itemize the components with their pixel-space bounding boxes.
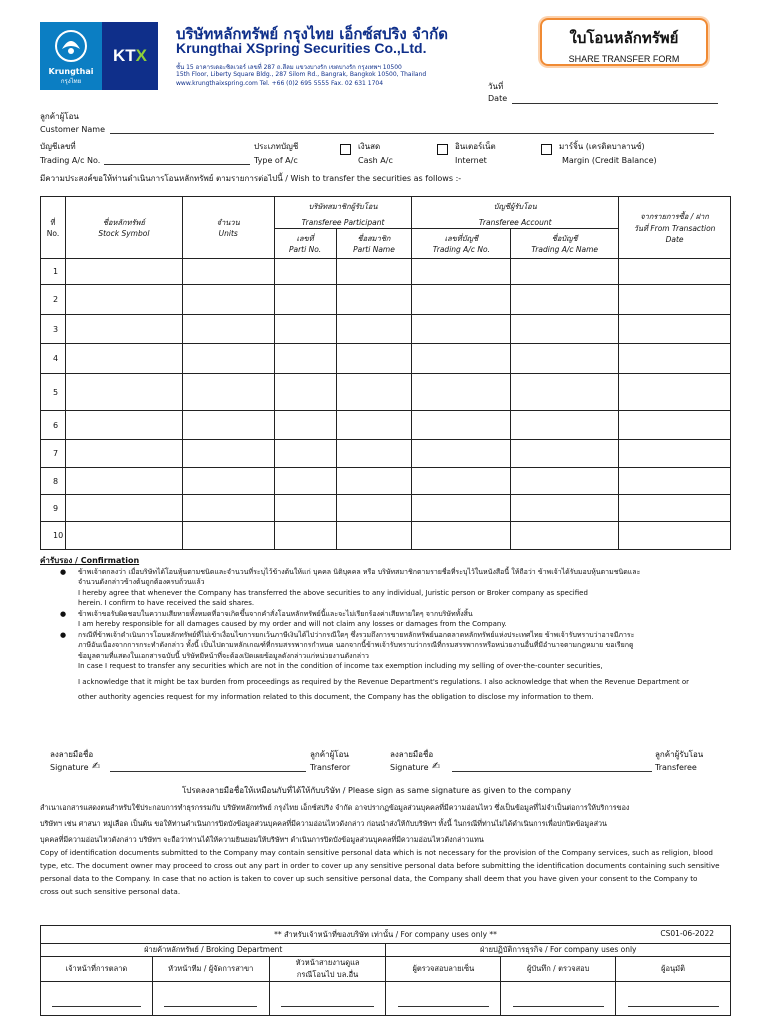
table-cell[interactable] — [65, 468, 182, 495]
table-cell[interactable] — [182, 285, 274, 315]
table-cell[interactable] — [336, 285, 412, 315]
header-parti-no-en: Parti No. — [288, 245, 322, 254]
ktx-k: KT — [112, 46, 136, 65]
table-cell[interactable] — [511, 495, 619, 522]
wish-statement: มีความประสงค์ขอให้ท่านดำเนินการโอนหลักทรัพย์ ตามรายการต่อไปนี้ / Wish to transfer the securities as follows :- — [40, 174, 462, 183]
header-units-th: จำนวน — [216, 218, 240, 227]
header-account-en-cell — [412, 217, 619, 229]
table-row — [41, 285, 731, 315]
header-symbol — [65, 197, 182, 259]
form-title-en: SHARE TRANSFER FORM — [568, 54, 680, 64]
row-number: 6 — [41, 411, 66, 440]
confirmation-3-en-c: other authority agencies request for my information related to this document, the Company has the obligation to disclose my information to them. — [78, 693, 594, 701]
sign-box-checker[interactable] — [386, 982, 501, 1016]
table-body — [41, 259, 731, 550]
table-cell[interactable] — [511, 259, 619, 285]
table-cell[interactable] — [274, 259, 336, 285]
col-head-a: หัวหน้าสายงานดูแล — [295, 958, 360, 967]
margin-checkbox[interactable] — [541, 144, 552, 155]
table-cell[interactable] — [336, 259, 412, 285]
table-cell[interactable] — [182, 440, 274, 468]
date-field[interactable] — [512, 103, 718, 104]
header-participant-th: บริษัทสมาชิกผู้รับโอน — [308, 201, 378, 211]
cash-label-en: Cash A/c — [358, 156, 393, 165]
pen-icon: ✍ — [432, 761, 441, 772]
table-cell[interactable] — [412, 259, 511, 285]
margin-label-en: Margin (Credit Balance) — [562, 156, 657, 165]
header-parti-name-en: Parti Name — [353, 245, 395, 254]
table-cell[interactable] — [619, 344, 731, 374]
type-label-th: ประเภทบัญชี — [254, 142, 299, 151]
logo-subtext: กรุงไทย — [60, 78, 82, 85]
col-approver: ผู้อนุมัติ — [616, 957, 731, 982]
broking-dept: ฝ่ายค้าหลักทรัพย์ / Broking Department — [41, 944, 386, 957]
confirmation-1-en-a: I hereby agree that whenever the Company has transferred the above securities to any individual, Juristic person or Broker company as specified — [78, 588, 588, 597]
confirmation-heading: คำรับรอง / Confirmation — [40, 556, 140, 565]
table-cell[interactable] — [412, 374, 511, 411]
company-use-title-cell — [41, 926, 731, 944]
table-cell[interactable] — [274, 495, 336, 522]
confirmation-3-th: กรณีที่ข้าพเจ้าดำเนินการโอนหลักทรัพย์ที่ไม่เข้าเงื่อนไขการยกเว้นภาษีเงินได้ไปว่ากรณีใดๆ ซึ่งรวมถึงการขายหลักทรัพย์นอกตลาดหลักทรัพย์แห่งประเทศไทย ข้าพเจ้ารับทราบว่าอาจมีภาระ — [78, 630, 635, 639]
table-cell[interactable] — [412, 495, 511, 522]
table-cell[interactable] — [182, 374, 274, 411]
confirmation-3-th-c: ข้อมูลตามที่แสดงในเอกสารฉบับนี้ บริษัทมีหน้าที่จะต้องเปิดเผยข้อมูลดังกล่าวแก่หน่วยงานดังกล่าว — [78, 651, 369, 660]
privacy-notice — [40, 801, 735, 898]
table-cell[interactable] — [619, 411, 731, 440]
table-cell[interactable] — [336, 495, 412, 522]
row-number: 2 — [41, 285, 66, 315]
transferee-label-th: ลูกค้าผู้รับโอน — [655, 750, 704, 759]
bullet-icon: ● — [60, 609, 67, 618]
table-cell[interactable] — [274, 315, 336, 344]
table-cell[interactable] — [182, 411, 274, 440]
table-cell[interactable] — [274, 374, 336, 411]
internet-checkbox[interactable] — [437, 144, 448, 155]
header-account-en: Transferee Account — [478, 217, 552, 227]
header-acno-en: Trading A/c No. — [432, 245, 490, 254]
table-cell[interactable] — [336, 468, 412, 495]
table-cell[interactable] — [182, 259, 274, 285]
table-cell[interactable] — [412, 440, 511, 468]
settlement-dept: ฝ่ายปฏิบัติการธุรกิจ / For company uses only — [386, 944, 731, 957]
table-cell[interactable] — [336, 374, 412, 411]
cash-label-th: เงินสด — [358, 142, 381, 151]
privacy-en-1: Copy of identification documents submitted to the Company may contain sensitive personal data which is not necessary for the provision of the Company services, such as religion, blood — [40, 848, 713, 857]
table-cell[interactable] — [511, 344, 619, 374]
pen-icon: ✍ — [92, 761, 101, 772]
customer-label-th: ลูกค้าผู้โอน — [40, 112, 79, 121]
company-name-en: Krungthai XSpring Securities Co.,Ltd. — [176, 40, 427, 56]
table-row — [41, 411, 731, 440]
address-th: ชั้น 15 อาคารเดอะซิลเวอร์ เลขที่ 287 ถ.สีลม แขวงบางรัก เขตบางรัก กรุงเทพฯ 10500 — [176, 64, 402, 71]
header-date — [619, 197, 731, 259]
table-cell[interactable] — [336, 344, 412, 374]
sign-box-head[interactable] — [269, 982, 386, 1016]
header-date-en1: วันที่ From Transaction — [633, 224, 716, 233]
row-number: 10 — [41, 522, 66, 550]
col-signature-checker: ผู้ตรวจสอบลายเซ็น — [386, 957, 501, 982]
header-parti-name-th: ชื่อสมาชิก — [357, 234, 391, 243]
table-cell[interactable] — [336, 440, 412, 468]
table-cell[interactable] — [511, 315, 619, 344]
table-cell[interactable] — [65, 522, 182, 550]
margin-label-th: มาร์จิ้น (เครดิตบาลานซ์) — [559, 142, 645, 151]
table-row — [41, 522, 731, 550]
transferee-label-en: Transferee — [655, 763, 697, 772]
table-cell[interactable] — [619, 440, 731, 468]
company-use-title: ** สำหรับเจ้าหน้าที่ของบริษัท เท่านั้น / For company uses only ** — [274, 929, 497, 939]
bullet-icon: ● — [60, 567, 67, 576]
sign-box-marketing[interactable] — [41, 982, 153, 1016]
garuda-icon — [54, 29, 88, 63]
col-head — [269, 957, 386, 982]
confirmation-item-3 — [40, 630, 735, 641]
internet-label-en: Internet — [455, 156, 487, 165]
transferor-label-th: ลูกค้าผู้โอน — [310, 750, 349, 759]
sig-right-label-th: ลงลายมือชื่อ — [390, 750, 434, 759]
internet-label-th: อินเตอร์เน็ต — [455, 142, 496, 151]
table-cell[interactable] — [412, 522, 511, 550]
table-cell[interactable] — [412, 315, 511, 344]
col-team-leader: หัวหน้าทีม / ผู้จัดการสาขา — [152, 957, 269, 982]
table-cell[interactable] — [65, 285, 182, 315]
privacy-en-2: type, etc. The document owner may proceed to cross out any part in order to cover up any sensitive personal data before submitting the identification documents containing such sensitive — [40, 861, 720, 870]
account-label-en: Trading A/c No. — [40, 156, 101, 165]
table-row — [41, 495, 731, 522]
privacy-th-1: สำเนาเอกสารแสดงตนสำหรับใช้ประกอบการทำธุรกรรมกับ บริษัทหลักทรัพย์ กรุงไทย เอ็กซ์สปริง จำกัด อาจปรากฏข้อมูลส่วนบุคคลที่มีความอ่อนไหว ซึ่งเป็นข้อมูลที่ไม่จำเป็นต่อการให้บริการของ — [40, 803, 630, 812]
table-cell[interactable] — [274, 440, 336, 468]
table-cell[interactable] — [336, 522, 412, 550]
table-cell[interactable] — [274, 468, 336, 495]
table-row — [41, 344, 731, 374]
krungthai-logo — [40, 22, 102, 90]
transferor-signature-field[interactable] — [110, 771, 306, 772]
transferee-signature-field[interactable] — [452, 771, 652, 772]
table-row — [41, 315, 731, 344]
table-cell[interactable] — [511, 285, 619, 315]
header-no — [41, 197, 66, 259]
table-cell[interactable] — [412, 344, 511, 374]
confirmation-1-th-cont: จำนวนดังกล่าวข้างต้นถูกต้องครบถ้วนแล้ว — [78, 578, 205, 586]
table-cell[interactable] — [619, 285, 731, 315]
confirmation-3-th-b: ภาษีอันเนื่องจากการกระทำดังกล่าว ทั้งนี้ เป็นไปตามหลักเกณฑ์ที่กรมสรรพากรกำหนด นอกจากนี้ข้าพเจ้ารับทราบว่ากรณีที่กรมสรรพากรหรือหน่วยงานอื่นที่มีอำนาจตามกฎหมาย ขอเรียกดู — [78, 641, 634, 649]
header-parti-name — [336, 229, 412, 259]
type-label-en: Type of A/c — [254, 156, 298, 165]
table-row — [41, 440, 731, 468]
sig-left-label-th: ลงลายมือชื่อ — [50, 750, 94, 759]
header-account-th: บัญชีผู้รับโอน — [493, 201, 537, 211]
table-cell[interactable] — [511, 411, 619, 440]
row-number: 8 — [41, 468, 66, 495]
header-parti-no-th: เลขที่ — [296, 234, 314, 243]
table-cell[interactable] — [274, 344, 336, 374]
table-cell[interactable] — [511, 440, 619, 468]
sign-box-team-leader[interactable] — [152, 982, 269, 1016]
table-cell[interactable] — [65, 259, 182, 285]
company-name-th: บริษัทหลักทรัพย์ กรุงไทย เอ็กซ์สปริง จำกัด — [176, 25, 448, 43]
privacy-en-3: personal data to the Company. In case that no action is taken to cover up such sensitive personal data, the Company shall deem that you have given your consent to the Company to — [40, 874, 698, 883]
table-row — [41, 374, 731, 411]
table-cell[interactable] — [274, 285, 336, 315]
table-cell[interactable] — [619, 374, 731, 411]
table-cell[interactable] — [182, 495, 274, 522]
row-number: 4 — [41, 344, 66, 374]
logo-text: Krungthai — [48, 67, 94, 76]
bullet-icon: ● — [60, 630, 67, 639]
table-cell[interactable] — [511, 374, 619, 411]
header-date-th: จากรายการซื้อ / ฝาก — [640, 212, 709, 221]
ktx-logo — [102, 22, 158, 90]
confirmation-2-th: ข้าพเจ้าขอรับผิดชอบในความเสียหายทั้งหมดที่อาจเกิดขึ้นจากคำสั่งโอนหลักทรัพย์นี้และจะไม่เรียกร้องค่าเสียหายใดๆ จากบริษัททั้งสิ้น — [78, 609, 473, 618]
header-symbol-en: Stock Symbol — [98, 229, 150, 238]
confirmation-3-en-a: In case I request to transfer any securities which are not in the condition of income tax exemption including my selling of over-the-counter securities, — [78, 662, 603, 670]
company-use-table — [40, 925, 731, 1016]
privacy-th-2: บริษัทฯ เช่น ศาสนา หมู่เลือด เป็นต้น ขอให้ท่านดำเนินการปิดบังข้อมูลส่วนบุคคลที่มีความอ่อนไหวดังกล่าว ก่อนนำส่งให้กับบริษัทฯ ทั้งนี้ ในกรณีที่ท่านไม่ได้ดำเนินการเพื่อปกปิดข้อมูลส่วน — [40, 819, 607, 828]
table-cell[interactable] — [619, 315, 731, 344]
confirmation-1-th: ข้าพเจ้าตกลงว่า เมื่อบริษัทได้โอนหุ้นตามชนิดและจำนวนที่ระบุไว้ข้างต้นให้แก่ บุคคล นิติบุคคล หรือ บริษัทสมาชิกตามรายชื่อที่ระบุไว้ในหนังสือนี้ ให้ถือว่า ข้าพเจ้าได้รับมอบหุ้นตามชนิดและ — [78, 567, 641, 576]
table-cell[interactable] — [619, 522, 731, 550]
header-acname — [511, 229, 619, 259]
confirmation-3-en-b: I acknowledge that it might be tax burden from proceedings as required by the Revenue Department's regulations. I also acknowledge that when the Revenue Department or — [78, 677, 690, 686]
account-number-field[interactable] — [104, 164, 250, 165]
row-number: 1 — [41, 259, 66, 285]
confirmation-1-en-b: herein. I confirm to have received the said shares. — [78, 599, 255, 607]
table-cell[interactable] — [412, 468, 511, 495]
table-cell[interactable] — [511, 468, 619, 495]
header-acno — [412, 229, 511, 259]
header-account — [412, 197, 619, 217]
form-code: CS01-06-2022 — [660, 929, 714, 938]
table-cell[interactable] — [619, 468, 731, 495]
table-cell[interactable] — [619, 495, 731, 522]
company-logo — [40, 22, 158, 90]
table-row — [41, 468, 731, 495]
cash-checkbox[interactable] — [340, 144, 351, 155]
header-no-th: ที่ — [50, 218, 56, 227]
header-units — [182, 197, 274, 259]
table-cell[interactable] — [182, 468, 274, 495]
table-cell[interactable] — [182, 522, 274, 550]
date-label-th: วันที่ — [488, 82, 504, 91]
confirmation-section — [40, 556, 735, 703]
table-cell[interactable] — [182, 344, 274, 374]
header-acno-th: เลขที่บัญชี — [444, 234, 479, 243]
table-cell[interactable] — [412, 285, 511, 315]
table-cell[interactable] — [65, 411, 182, 440]
header-date-en2: Date — [665, 235, 684, 244]
row-number: 5 — [41, 374, 66, 411]
table-cell[interactable] — [619, 259, 731, 285]
sig-left-label-en: Signature — [50, 763, 89, 772]
table-cell[interactable] — [336, 411, 412, 440]
col-head-b: กรณีโอนไป บล.อื่น — [296, 970, 359, 979]
address-en: 15th Floor, Liberty Square Bldg., 287 Silom Rd., Bangrak, Bangkok 10500, Thailand — [176, 71, 427, 78]
sign-box-recorder[interactable] — [501, 982, 616, 1016]
header-participant-en: Transferee Participant — [301, 217, 385, 227]
table-cell[interactable] — [65, 495, 182, 522]
table-row — [41, 259, 731, 285]
form-title-box — [540, 18, 708, 66]
securities-table — [40, 196, 731, 550]
same-signature-note: โปรดลงลายมือชื่อให้เหมือนกับที่ได้ให้กับบริษัท / Please sign as same signature as given to the company — [182, 786, 572, 795]
header-acname-en: Trading A/c Name — [531, 245, 599, 254]
row-number: 3 — [41, 315, 66, 344]
date-label-en: Date — [488, 94, 508, 103]
sign-box-approver[interactable] — [616, 982, 731, 1016]
table-cell[interactable] — [274, 411, 336, 440]
table-cell[interactable] — [336, 315, 412, 344]
table-cell[interactable] — [511, 522, 619, 550]
table-cell[interactable] — [274, 522, 336, 550]
contact-info: www.krungthaixspring.com Tel. +66 (0)2 695 5555 Fax. 02 631 1704 — [176, 80, 384, 87]
header-symbol-th: ชื่อหลักทรัพย์ — [102, 218, 145, 227]
row-number: 7 — [41, 440, 66, 468]
col-marketing: เจ้าหน้าที่การตลาด — [41, 957, 153, 982]
table-cell[interactable] — [182, 315, 274, 344]
customer-label-en: Customer Name — [40, 125, 106, 134]
header-acname-th: ชื่อบัญชี — [551, 234, 578, 243]
form-title-th: ใบโอนหลักทรัพย์ — [569, 29, 679, 47]
header-participant — [274, 197, 412, 217]
table-cell[interactable] — [65, 344, 182, 374]
confirmation-item-1 — [40, 567, 735, 578]
privacy-th-3: บุคคลที่มีความอ่อนไหวดังกล่าว บริษัทฯ จะถือว่าท่านได้ให้ความยินยอมให้บริษัทฯ ดำเนินการปิดบังข้อมูลส่วนบุคคลที่มีความอ่อนไหวดังกล่าวแทน — [40, 835, 484, 844]
table-cell[interactable] — [65, 440, 182, 468]
transferor-label-en: Transferor — [310, 763, 351, 772]
ktx-x: X — [135, 46, 147, 65]
header-units-en: Units — [218, 229, 238, 238]
header-participant-en-cell — [274, 217, 412, 229]
table-cell[interactable] — [65, 315, 182, 344]
table-cell[interactable] — [65, 374, 182, 411]
confirmation-2-en: I am hereby responsible for all damages caused by my order and will not claim any losses or damages from the Company. — [78, 620, 507, 628]
row-number: 9 — [41, 495, 66, 522]
confirmation-item-2 — [40, 609, 735, 620]
header-no-en: No. — [46, 229, 60, 238]
col-recorder: ผู้บันทึก / ตรวจสอบ — [501, 957, 616, 982]
header-parti-no — [274, 229, 336, 259]
customer-name-field[interactable] — [110, 133, 714, 134]
account-label-th: บัญชีเลขที่ — [40, 142, 76, 151]
sig-right-label-en: Signature — [390, 763, 429, 772]
table-cell[interactable] — [412, 411, 511, 440]
privacy-en-4: cross out such sensitive personal data. — [40, 887, 181, 896]
